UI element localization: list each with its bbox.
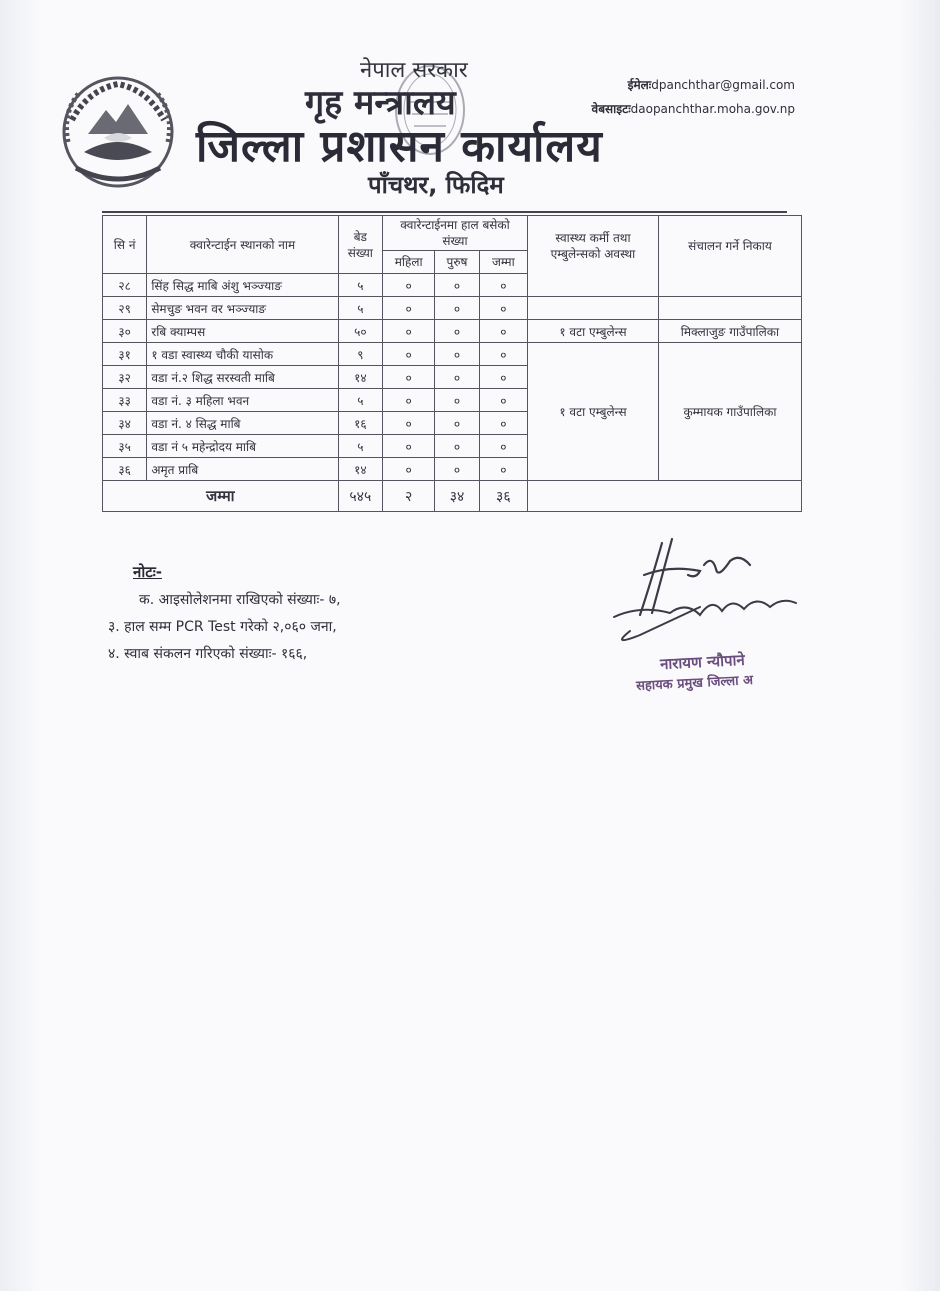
row-male: ० bbox=[435, 389, 479, 412]
row-name: रबि क्याम्पस bbox=[147, 320, 338, 343]
header-sn: सि नं bbox=[103, 216, 147, 274]
row-sn: ३६ bbox=[103, 458, 147, 481]
row-total: ० bbox=[479, 389, 527, 412]
total-label: जम्मा bbox=[103, 481, 339, 512]
row-name: १ वडा स्वास्थ्य चौकी यासोक bbox=[147, 343, 338, 366]
email-label: ईमेलः bbox=[627, 78, 652, 92]
row-female: ० bbox=[382, 458, 434, 481]
row-operator: मिक्लाजुङ गाउँपालिका bbox=[658, 320, 801, 343]
row-sn: ३० bbox=[103, 320, 147, 343]
notes-title: नोटः- bbox=[133, 563, 163, 581]
header-current: क्वारेन्टाईनमा हाल बसेको संख्या bbox=[382, 216, 527, 251]
header-name: क्वारेन्टाईन स्थानको नाम bbox=[147, 216, 338, 274]
row-beds: ५ bbox=[338, 389, 382, 412]
row-health: १ वटा एम्बुलेन्स bbox=[528, 320, 659, 343]
signatory-name: नारायण न्यौपाने bbox=[659, 650, 746, 674]
header-female: महिला bbox=[382, 251, 434, 274]
row-male: ० bbox=[435, 274, 479, 297]
row-health: १ वटा एम्बुलेन्स bbox=[528, 343, 659, 481]
row-beds: ५ bbox=[338, 435, 382, 458]
note-item: ३. हाल सम्म PCR Test गरेको २,०६० जना, bbox=[108, 619, 337, 635]
email-line bbox=[628, 76, 795, 93]
row-sn: २८ bbox=[103, 274, 147, 297]
total-beds: ५४५ bbox=[338, 481, 382, 512]
table-row bbox=[103, 343, 802, 366]
row-sn: ३५ bbox=[103, 435, 147, 458]
row-total: ० bbox=[479, 366, 527, 389]
total-total: ३६ bbox=[479, 481, 527, 512]
row-female: ० bbox=[382, 366, 434, 389]
row-male: ० bbox=[435, 412, 479, 435]
row-sn: ३१ bbox=[103, 343, 147, 366]
row-male: ० bbox=[435, 458, 479, 481]
row-total: ० bbox=[479, 435, 527, 458]
row-female: ० bbox=[382, 389, 434, 412]
government-name: नेपाल सरकार bbox=[360, 58, 468, 83]
office-name: जिल्ला प्रशासन कार्यालय bbox=[196, 121, 603, 172]
row-female: ० bbox=[382, 343, 434, 366]
office-location: पाँचथर, फिदिम bbox=[368, 171, 504, 199]
row-female: ० bbox=[382, 320, 434, 343]
row-beds: ५ bbox=[338, 274, 382, 297]
row-name: वडा नं. ३ महिला भवन bbox=[147, 389, 338, 412]
row-name: वडा नं.२ शिद्ध सरस्वती माबि bbox=[147, 366, 338, 389]
total-male: ३४ bbox=[435, 481, 479, 512]
header-male: पुरुष bbox=[435, 251, 479, 274]
email-address[interactable]: dpanchthar@gmail.com bbox=[651, 78, 795, 92]
row-total: ० bbox=[479, 343, 527, 366]
table-header-row bbox=[103, 216, 802, 251]
ministry-name: गृह मन्त्रालय bbox=[305, 83, 456, 123]
header-health: स्वास्थ्य कर्मी तथा एम्बुलेन्सको अवस्था bbox=[528, 216, 659, 297]
row-male: ० bbox=[435, 320, 479, 343]
header-total: जम्मा bbox=[479, 251, 527, 274]
row-female: ० bbox=[382, 435, 434, 458]
row-female: ० bbox=[382, 274, 434, 297]
empty-operator-cell bbox=[658, 297, 801, 320]
row-total: ० bbox=[479, 320, 527, 343]
header-divider bbox=[102, 211, 787, 213]
row-female: ० bbox=[382, 297, 434, 320]
quarantine-table bbox=[102, 215, 802, 512]
row-male: ० bbox=[435, 343, 479, 366]
website-line bbox=[592, 100, 795, 117]
row-sn: ३३ bbox=[103, 389, 147, 412]
total-empty-cell bbox=[528, 481, 802, 512]
row-sn: ३२ bbox=[103, 366, 147, 389]
note-item: क. आइसोलेशनमा राखिएको संख्याः- ७, bbox=[139, 592, 341, 608]
row-male: ० bbox=[435, 435, 479, 458]
website-label: वेबसाइटः bbox=[591, 102, 631, 116]
row-beds: १४ bbox=[338, 458, 382, 481]
signatory-title: सहायक प्रमुख जिल्ला अ bbox=[635, 672, 754, 695]
table-row bbox=[103, 297, 802, 320]
row-name: सिंह सिद्ध माबि अंशु भञ्ज्याङ bbox=[147, 274, 338, 297]
row-total: ० bbox=[479, 274, 527, 297]
row-total: ० bbox=[479, 297, 527, 320]
row-sn: ३४ bbox=[103, 412, 147, 435]
header-operator: संचालन गर्ने निकाय bbox=[658, 216, 801, 297]
row-operator: कुम्मायक गाउँपालिका bbox=[658, 343, 801, 481]
row-beds: ५० bbox=[338, 320, 382, 343]
row-beds: १४ bbox=[338, 366, 382, 389]
row-name: वडा नं. ४ सिद्ध माबि bbox=[147, 412, 338, 435]
header-beds: बेड संख्या bbox=[338, 216, 382, 274]
row-sn: २९ bbox=[103, 297, 147, 320]
row-male: ० bbox=[435, 297, 479, 320]
row-beds: १६ bbox=[338, 412, 382, 435]
row-name: वडा नं ५ महेन्द्रोदय माबि bbox=[147, 435, 338, 458]
row-female: ० bbox=[382, 412, 434, 435]
row-total: ० bbox=[479, 412, 527, 435]
table-total-row bbox=[103, 481, 802, 512]
note-item: ४. स्वाब संकलन गरिएको संख्याः- १६६, bbox=[108, 646, 308, 662]
row-total: ० bbox=[479, 458, 527, 481]
empty-health-cell bbox=[528, 297, 659, 320]
row-name: अमृत प्राबि bbox=[147, 458, 338, 481]
row-male: ० bbox=[435, 366, 479, 389]
table-row bbox=[103, 320, 802, 343]
website-address[interactable]: daopanchthar.moha.gov.np bbox=[630, 102, 795, 116]
row-name: सेमचुङ भवन वर भञ्ज्याङ bbox=[147, 297, 338, 320]
total-female: २ bbox=[382, 481, 434, 512]
row-beds: ९ bbox=[338, 343, 382, 366]
row-beds: ५ bbox=[338, 297, 382, 320]
handwritten-signature-icon bbox=[600, 535, 810, 655]
nepal-emblem-icon bbox=[58, 72, 178, 192]
